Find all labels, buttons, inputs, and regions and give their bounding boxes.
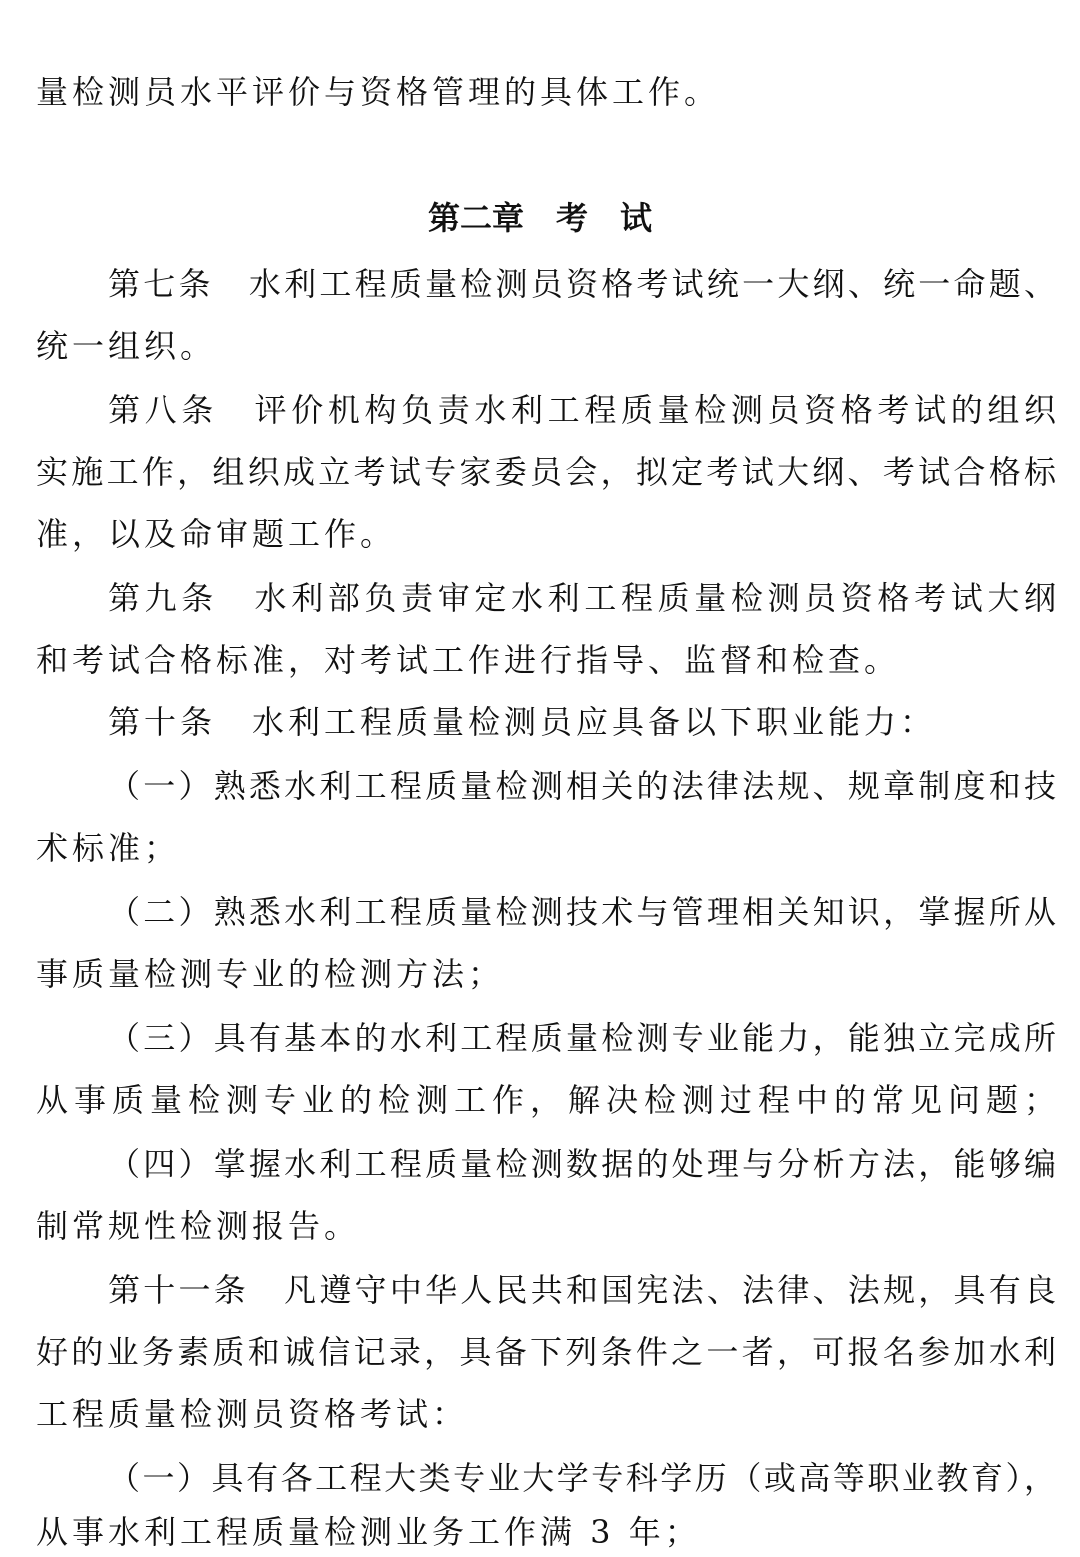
article-10-line-1: 第十条 水利工程质量检测员应具备以下职业能力： xyxy=(108,703,937,741)
condition-1-line-1: （一）具有各工程大类专业大学专科学历（或高等职业教育）， xyxy=(108,1459,1056,1497)
item-3-line-1: （三）具有基本的水利工程质量检测专业能力，能独立完成所 xyxy=(108,1019,1056,1057)
condition-1-line-2: 从事水利工程质量检测业务工作满 3 年； xyxy=(36,1513,701,1551)
article-9-line-2: 和考试合格标准，对考试工作进行指导、监督和检查。 xyxy=(36,641,901,679)
article-8-line-1: 第八条 评价机构负责水利工程质量检测员资格考试的组织 xyxy=(108,391,1056,429)
article-9-line-1: 第九条 水利部负责审定水利工程质量检测员资格考试大纲 xyxy=(108,579,1056,617)
text-line: 量检测员水平评价与资格管理的具体工作。 xyxy=(36,73,721,111)
chapter-heading: 第二章 考 试 xyxy=(427,199,652,237)
item-4-line-1: （四）掌握水利工程质量检测数据的处理与分析方法，能够编 xyxy=(108,1145,1056,1183)
article-7-line-1: 第七条 水利工程质量检测员资格考试统一大纲、统一命题、 xyxy=(108,265,1056,303)
item-2-line-2: 事质量检测专业的检测方法； xyxy=(36,955,505,993)
article-11-line-2: 好的业务素质和诚信记录，具备下列条件之一者，可报名参加水利 xyxy=(36,1333,1056,1371)
article-11-line-3: 工程质量检测员资格考试： xyxy=(36,1395,469,1433)
article-11-line-1: 第十一条 凡遵守中华人民共和国宪法、法律、法规，具有良 xyxy=(108,1271,1056,1309)
article-8-line-3: 准，以及命审题工作。 xyxy=(36,515,397,553)
item-1-line-1: （一）熟悉水利工程质量检测相关的法律法规、规章制度和技 xyxy=(108,767,1056,805)
article-8-line-2: 实施工作，组织成立考试专家委员会，拟定考试大纲、考试合格标 xyxy=(36,453,1056,491)
item-2-line-1: （二）熟悉水利工程质量检测技术与管理相关知识，掌握所从 xyxy=(108,893,1056,931)
item-1-line-2: 术标准； xyxy=(36,829,181,867)
article-7-line-2: 统一组织。 xyxy=(36,327,217,365)
item-3-line-2: 从事质量检测专业的检测工作，解决检测过程中的常见问题； xyxy=(36,1081,1056,1119)
item-4-line-2: 制常规性检测报告。 xyxy=(36,1207,361,1245)
